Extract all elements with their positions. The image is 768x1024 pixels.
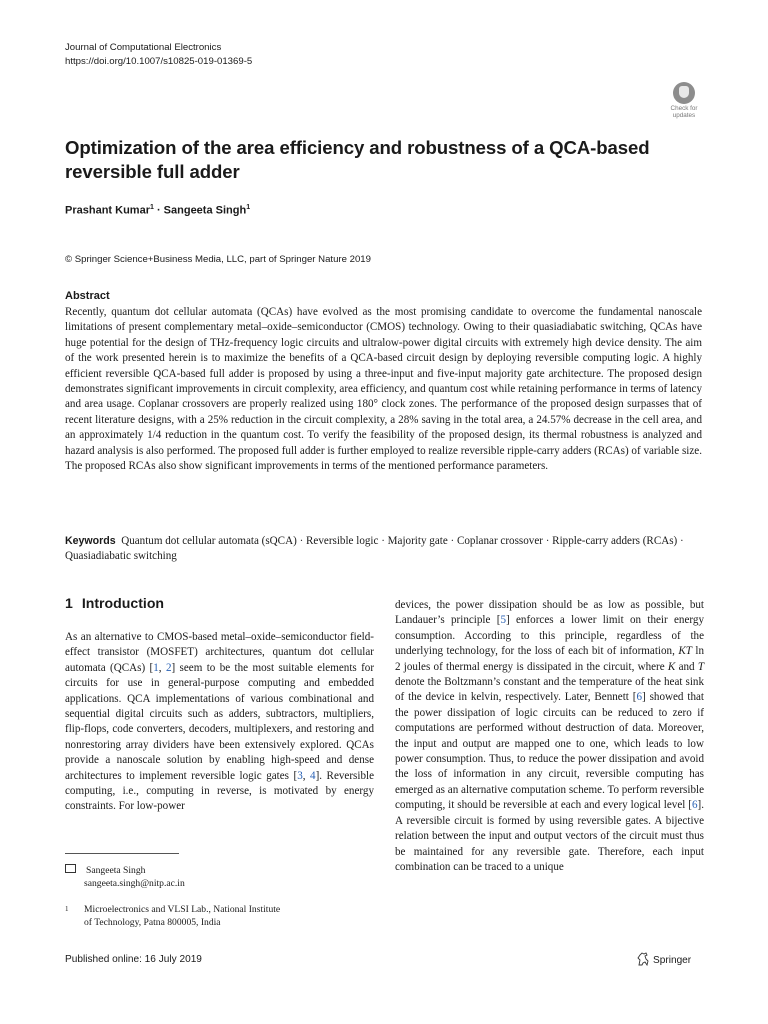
corresponding-author-name: Sangeeta Singh xyxy=(86,865,146,876)
keywords-list: Quantum dot cellular automata (sQCA) · Reversible logic · Majority gate · Coplanar crossover · Ripple-carry adders (RCAs) · Quasiadiabatic switching xyxy=(65,535,684,563)
doi-link[interactable]: https://doi.org/10.1007/s10825-019-01369-5 xyxy=(65,56,253,67)
body-column-right xyxy=(395,598,704,875)
body-column-left xyxy=(65,630,374,815)
abstract-heading: Abstract xyxy=(65,290,110,302)
citation-link[interactable]: 1 xyxy=(153,661,159,674)
journal-name: Journal of Computational Electronics xyxy=(65,42,222,53)
affiliation: 1 Microelectronics and VLSI Lab., National Institute of Technology, Patna 800005, India xyxy=(65,904,281,928)
citation-link[interactable]: 5 xyxy=(500,614,506,627)
affiliation-mark: 1 xyxy=(149,204,154,211)
article-title: Optimization of the area efficiency and robustness of a QCA-based reversible full adder xyxy=(65,137,650,182)
citation-link[interactable]: 6 xyxy=(636,691,643,704)
author-list: Prashant Kumar$^1$ · Sangeeta Singh$^1$ xyxy=(65,204,251,217)
abstract-text: Recently, quantum dot cellular automata (QCAs) have evolved as the most promising candidate to overcome the fundamental nanoscale limitations of present complementary metal–oxide–semiconductor (CMOS) technology. Owing to their quasiadiabatic switching, QCAs have huge potential for the design of THz-frequency logic circuits and ultralow-power digital circuits with extremely high device density. The aim of the work presented herein is to maximize the benefits of a QCA-based circuit design by deploying reversible computing logic. A highly efficient reversible QCA-based full adder is proposed by using a three-input and five-input majority gate architecture. The proposed design demonstrates significant improvements in circuit complexity, area efficiency, and quantum cost while retaining performance in terms of latency and area usage. Coplanar crossovers are properly realized using 180° clock zones. The performance of the proposed design surpasses that of recent literature designs, with a 25% reduction in the circuit complexity, a 28% saving in the total area, a 24.57% decrease in the cell area, and an approximately 1/4 reduction in the quantum cost. To verify the feasibility of the proposed design, its thermal robustness is analyzed and hazard analysis is also performed. The proposed full adder is further employed to realize reversible ripple-carry adders (RCAs) of variable size. The proposed RCAs also show significant improvements in terms of the mentioned performance parameters. xyxy=(65,306,702,473)
corresponding-author xyxy=(65,864,185,890)
journal-header xyxy=(65,41,252,69)
envelope-icon xyxy=(65,864,76,873)
author-name[interactable]: Sangeeta Singh xyxy=(163,204,247,217)
keywords xyxy=(65,534,702,565)
affiliation-mark: 1 xyxy=(65,905,69,913)
citation-link[interactable]: 6 xyxy=(691,799,698,812)
paragraph: As an alternative to CMOS-based metal–oxide–semiconductor field-effect transistor (MOSFET) architectures, quantum dot cellular automata (QCAs) [1, 2] seem to be the most suitable elements for circuits for use in general-purpose computing and embedded applications. QCA implementations of various combinational and sequential digital circuits such as adders, subtractors, multipliers, flip-flops, code converters, decoders, multiplexers, and restoring and nonrestoring array dividers have been extensively explored. QCAs provide a nanoscale solution by enabling high-speed and dense architectures to implement reversible logic gates [3, 4]. Reversible computing, i.e., computing in reverse, is motivated by energy constraints. For low-power xyxy=(65,631,375,813)
check-for-updates-icon xyxy=(673,82,695,104)
copyright-notice: © Springer Science+Business Media, LLC, part of Springer Nature 2019 xyxy=(65,254,371,265)
author-name[interactable]: Prashant Kumar xyxy=(65,204,150,217)
publisher-logo xyxy=(636,952,691,966)
keywords-label: Keywords xyxy=(65,535,116,547)
section-title: Introduction xyxy=(81,595,165,611)
check-for-updates-badge[interactable]: Check for updates xyxy=(664,82,704,124)
affiliation-mark: 1 xyxy=(246,204,251,211)
citation-link[interactable]: 3 xyxy=(297,769,303,782)
springer-horse-icon xyxy=(636,952,650,966)
publisher-name: Springer xyxy=(653,955,692,966)
corresponding-author-email[interactable]: sangeeta.singh@nitp.ac.in xyxy=(84,878,185,889)
section-heading xyxy=(65,595,164,611)
paragraph: devices, the power dissipation should be as low as possible, but Landauer’s principle [5] enforces a lower limit on their energy consumption. According to this principle, regardless of the underlying technology, for the loss of each bit of information, KT ln 2 joules of thermal energy is dissipated in the circuit, where K and T denote the Boltzmann’s constant and the temperature of the heat sink of the device in kelvin, respectively. Later, Bennett [6] showed that the power dissipation of logic circuits can be reduced to zero if computations are performed without destruction of data. Moreover, the input and output are mapped one to one, which leads to low power consumption. Thus, to reduce the power dissipation and avoid the loss of information in any circuit, reversible computing has emerged as an alternative computation scheme. To perform reversible computing, it should be reversible at each and every logical level [6]. A reversible circuit is formed by using reversible gates. A bijective relation between the input and output vectors of the circuit must thus be maintained for any reversible gate. Therefore, each input combination can be traced to a unique xyxy=(395,599,705,873)
section-number: 1 xyxy=(65,595,73,611)
published-date: Published online: 16 July 2019 xyxy=(65,954,202,965)
citation-link[interactable]: 4 xyxy=(310,769,316,782)
citation-link[interactable]: 2 xyxy=(165,661,172,674)
footnote-divider xyxy=(65,853,179,854)
